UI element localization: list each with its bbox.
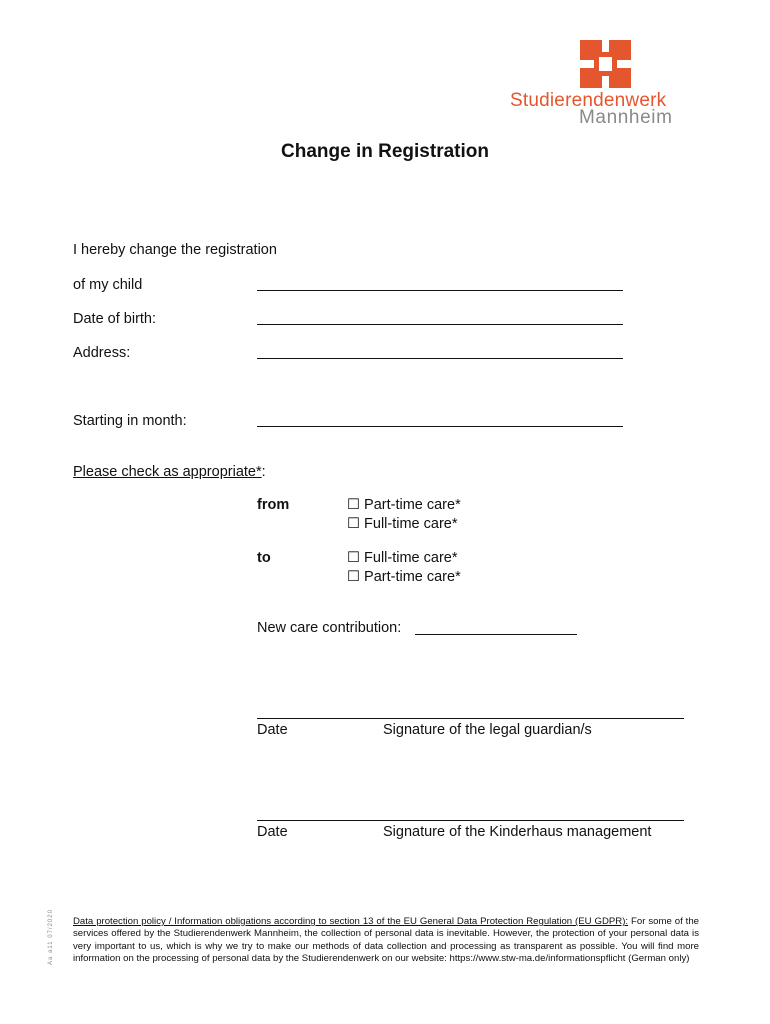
management-signature-line[interactable]	[257, 820, 684, 821]
check-heading-text: Please check as appropriate*	[73, 464, 262, 480]
child-field[interactable]	[257, 290, 623, 291]
data-protection-body: For some of the services offered by the Studierendenwerk Mannheim, the collection of personal data is inevitable. However, the protection of your personal data is very important to us, which is why we try to make our methods of data collection and processing as transparent as possible. You will find more information on the processing of personal data by the Studierendenwerk on our website: https://www.stw-ma.de/informationspflicht (German only)	[73, 916, 700, 964]
to-label: to	[257, 550, 271, 566]
management-signature-label: Signature of the Kinderhaus management	[383, 824, 652, 840]
intro-text: I hereby change the registration	[73, 242, 277, 258]
from-label: from	[257, 497, 290, 513]
dob-field[interactable]	[257, 324, 623, 325]
studierendenwerk-logo-icon	[580, 40, 631, 88]
page-title: Change in Registration	[281, 141, 489, 162]
address-label: Address:	[73, 345, 131, 361]
check-heading-colon: :	[261, 464, 266, 480]
dob-label: Date of birth:	[73, 311, 157, 327]
guardian-signature-label: Signature of the legal guardian/s	[383, 722, 592, 738]
from-full-time-checkbox[interactable]: ☐ Full-time care*	[347, 516, 458, 532]
starting-month-field[interactable]	[257, 426, 623, 427]
address-field[interactable]	[257, 358, 623, 359]
to-part-time-checkbox[interactable]: ☐ Part-time care*	[347, 569, 461, 585]
logo-text-studierendenwerk: Studierendenwerk	[510, 90, 667, 111]
to-full-time-checkbox[interactable]: ☐ Full-time care*	[347, 550, 458, 566]
logo-text-mannheim: Mannheim	[579, 107, 673, 128]
data-protection-heading: Data protection policy / Information obligations according to section 13 of the EU General Data Protection Regulation (EU GDPR):	[73, 916, 629, 927]
management-date-label: Date	[257, 824, 288, 840]
starting-month-label: Starting in month:	[73, 413, 187, 429]
from-part-time-checkbox[interactable]: ☐ Part-time care*	[347, 497, 461, 513]
contribution-field[interactable]	[415, 634, 577, 635]
check-heading	[73, 464, 266, 480]
guardian-signature-line[interactable]	[257, 718, 684, 719]
contribution-label: New care contribution:	[257, 620, 402, 636]
child-label: of my child	[73, 277, 143, 293]
guardian-date-label: Date	[257, 722, 288, 738]
data-protection-notice	[73, 916, 699, 965]
form-code-note: Aa a11 07/2020	[48, 909, 54, 965]
